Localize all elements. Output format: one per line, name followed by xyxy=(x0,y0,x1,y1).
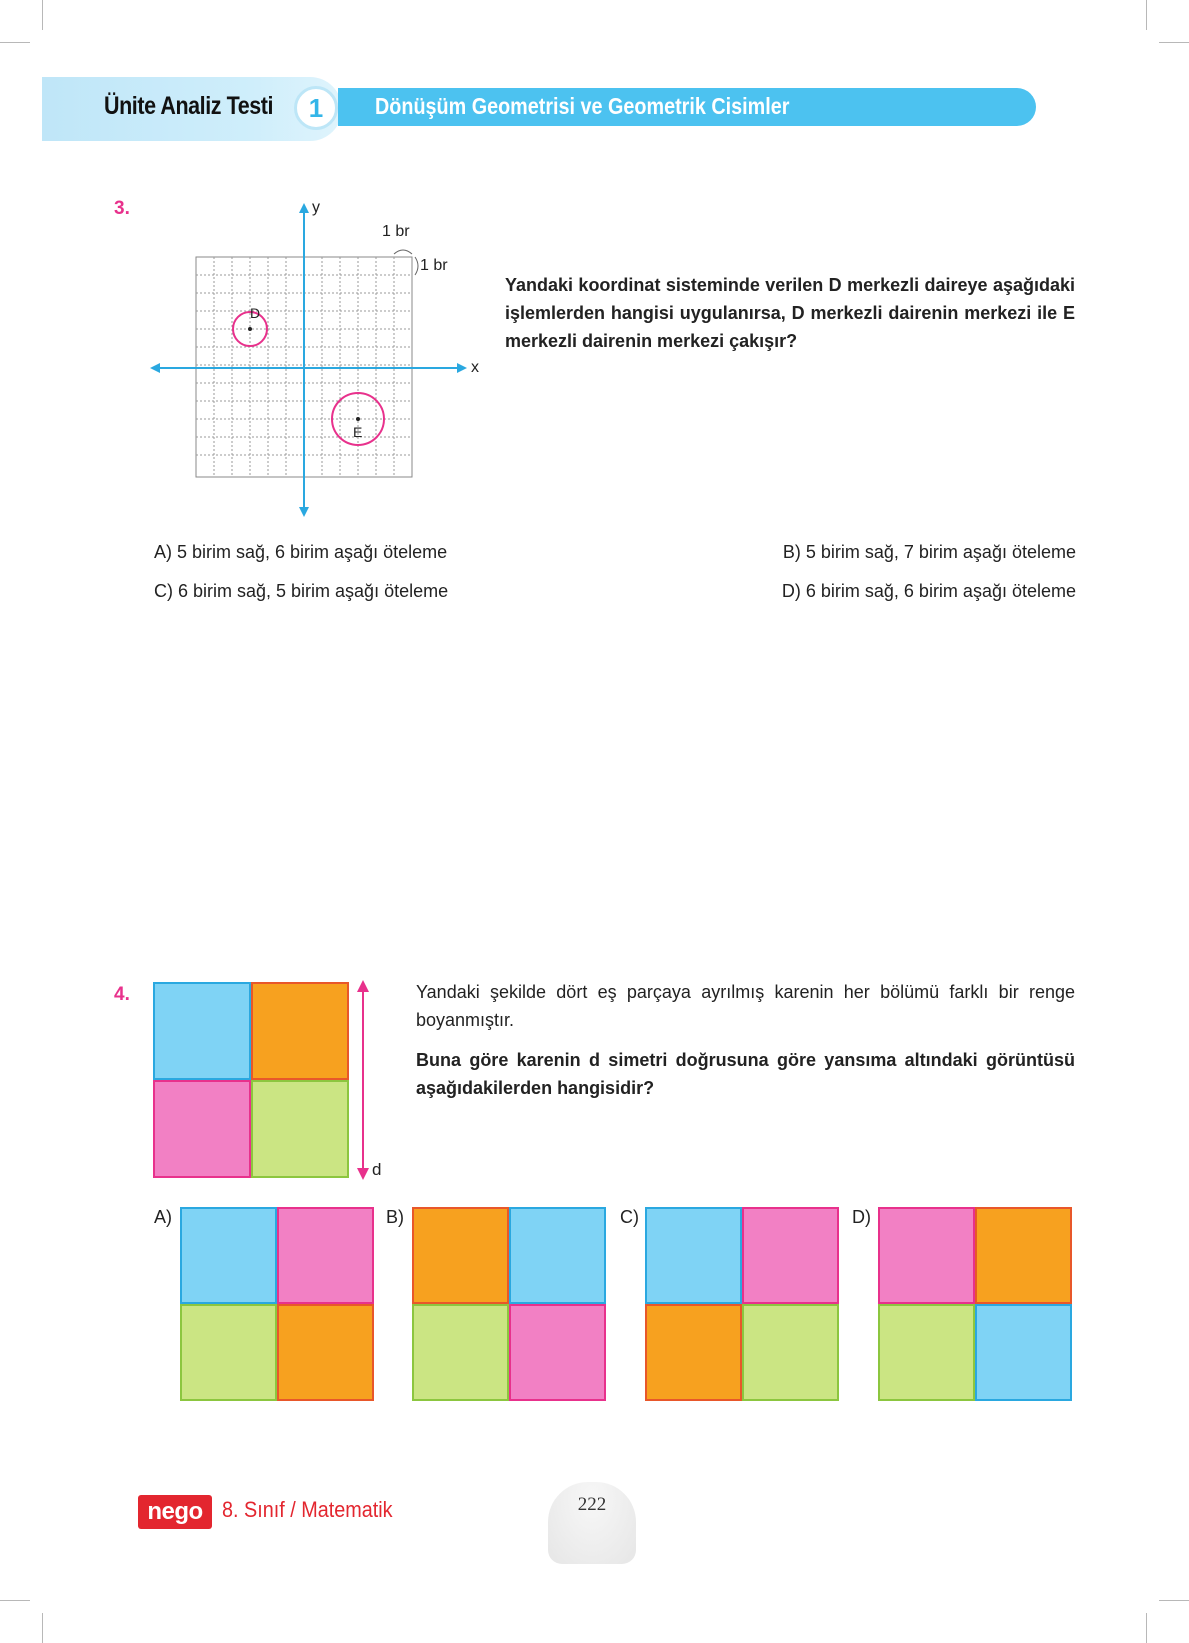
point-d-label: D xyxy=(250,305,261,321)
crop-mark xyxy=(1159,42,1189,43)
option-d-label[interactable]: D) xyxy=(852,1207,871,1227)
crop-mark xyxy=(42,0,43,30)
circle-e-center xyxy=(356,417,360,421)
brand-logo: nego xyxy=(138,1495,212,1529)
option-c-piece xyxy=(645,1304,742,1401)
circle-d-center xyxy=(248,327,252,331)
crop-mark xyxy=(1146,1613,1147,1643)
question-3-option-b[interactable]: B) 5 birim sağ, 7 birim aşağı öteleme xyxy=(782,542,1076,562)
option-d-piece xyxy=(975,1304,1072,1401)
y-axis-label: y xyxy=(312,200,320,216)
question-3-option-a[interactable]: A) 5 birim sağ, 6 birim aşağı öteleme xyxy=(154,542,448,562)
question-4-number: 4. xyxy=(114,984,130,1005)
unit-brace-vertical xyxy=(415,257,418,275)
axes xyxy=(150,203,467,517)
option-b-piece xyxy=(412,1207,509,1304)
piece-blue xyxy=(153,982,251,1080)
question-4-intro: Yandaki şekilde dört eş parçaya ayrılmış karenin her bölümü farklı bir renge boyanmıştır. xyxy=(416,982,1075,1030)
crop-mark xyxy=(0,42,30,43)
question-3-option-d[interactable]: D) 6 birim sağ, 6 birim aşağı öteleme xyxy=(781,581,1076,601)
point-e-label: E xyxy=(353,424,363,440)
question-4-question: Buna göre karenin d simetri doğrusuna göre yansıma altındaki görüntüsü aşağıdakilerden hangisidir? xyxy=(416,1050,1075,1098)
option-c-piece xyxy=(645,1207,742,1304)
option-a-piece xyxy=(180,1207,277,1304)
course-label: 8. Sınıf / Matematik xyxy=(222,1497,393,1522)
crop-mark xyxy=(1146,0,1147,30)
option-c-piece xyxy=(742,1207,839,1304)
unit-label-horizontal: 1 br xyxy=(382,223,410,240)
crop-mark xyxy=(1159,1600,1189,1601)
option-b-label[interactable]: B) xyxy=(386,1207,404,1227)
option-c-piece xyxy=(742,1304,839,1401)
option-d-piece xyxy=(878,1207,975,1304)
unit-title: Ünite Analiz Testi xyxy=(104,92,274,120)
option-b-piece xyxy=(412,1304,509,1401)
coordinate-system-figure xyxy=(150,200,490,520)
crop-mark xyxy=(0,1600,30,1601)
option-d-piece xyxy=(975,1207,1072,1304)
piece-orange xyxy=(251,982,349,1080)
option-c-label[interactable]: C) xyxy=(620,1207,639,1227)
piece-green xyxy=(251,1080,349,1178)
page-number: 222 xyxy=(577,1494,607,1515)
question-3-text: Yandaki koordinat sisteminde verilen D merkezli daireye aşağıdaki işlemlerden hangisi uygulanırsa, D merkezli dairenin merkezi ile E merkezli dairenin merkezi çakışır? xyxy=(505,275,1075,351)
crop-mark xyxy=(42,1613,43,1643)
symmetry-line-d xyxy=(356,980,370,1180)
option-b-piece xyxy=(509,1304,606,1401)
piece-pink xyxy=(153,1080,251,1178)
x-axis-label-outer: x xyxy=(471,359,479,376)
option-a-piece xyxy=(277,1304,374,1401)
unit-brace-horizontal xyxy=(394,250,412,254)
question-3-number: 3. xyxy=(114,198,130,219)
option-a-piece xyxy=(277,1207,374,1304)
option-a-label[interactable]: A) xyxy=(154,1207,172,1227)
header-subtitle: Dönüşüm Geometrisi ve Geometrik Cisimler xyxy=(375,93,790,119)
question-3-option-c[interactable]: C) 6 birim sağ, 5 birim aşağı öteleme xyxy=(154,581,449,601)
unit-label-vertical-outer: 1 br xyxy=(420,257,448,274)
option-a-piece xyxy=(180,1304,277,1401)
option-b-piece xyxy=(509,1207,606,1304)
symmetry-line-label: d xyxy=(372,1160,382,1179)
option-d-piece xyxy=(878,1304,975,1401)
unit-number-badge: 1 xyxy=(294,86,338,130)
